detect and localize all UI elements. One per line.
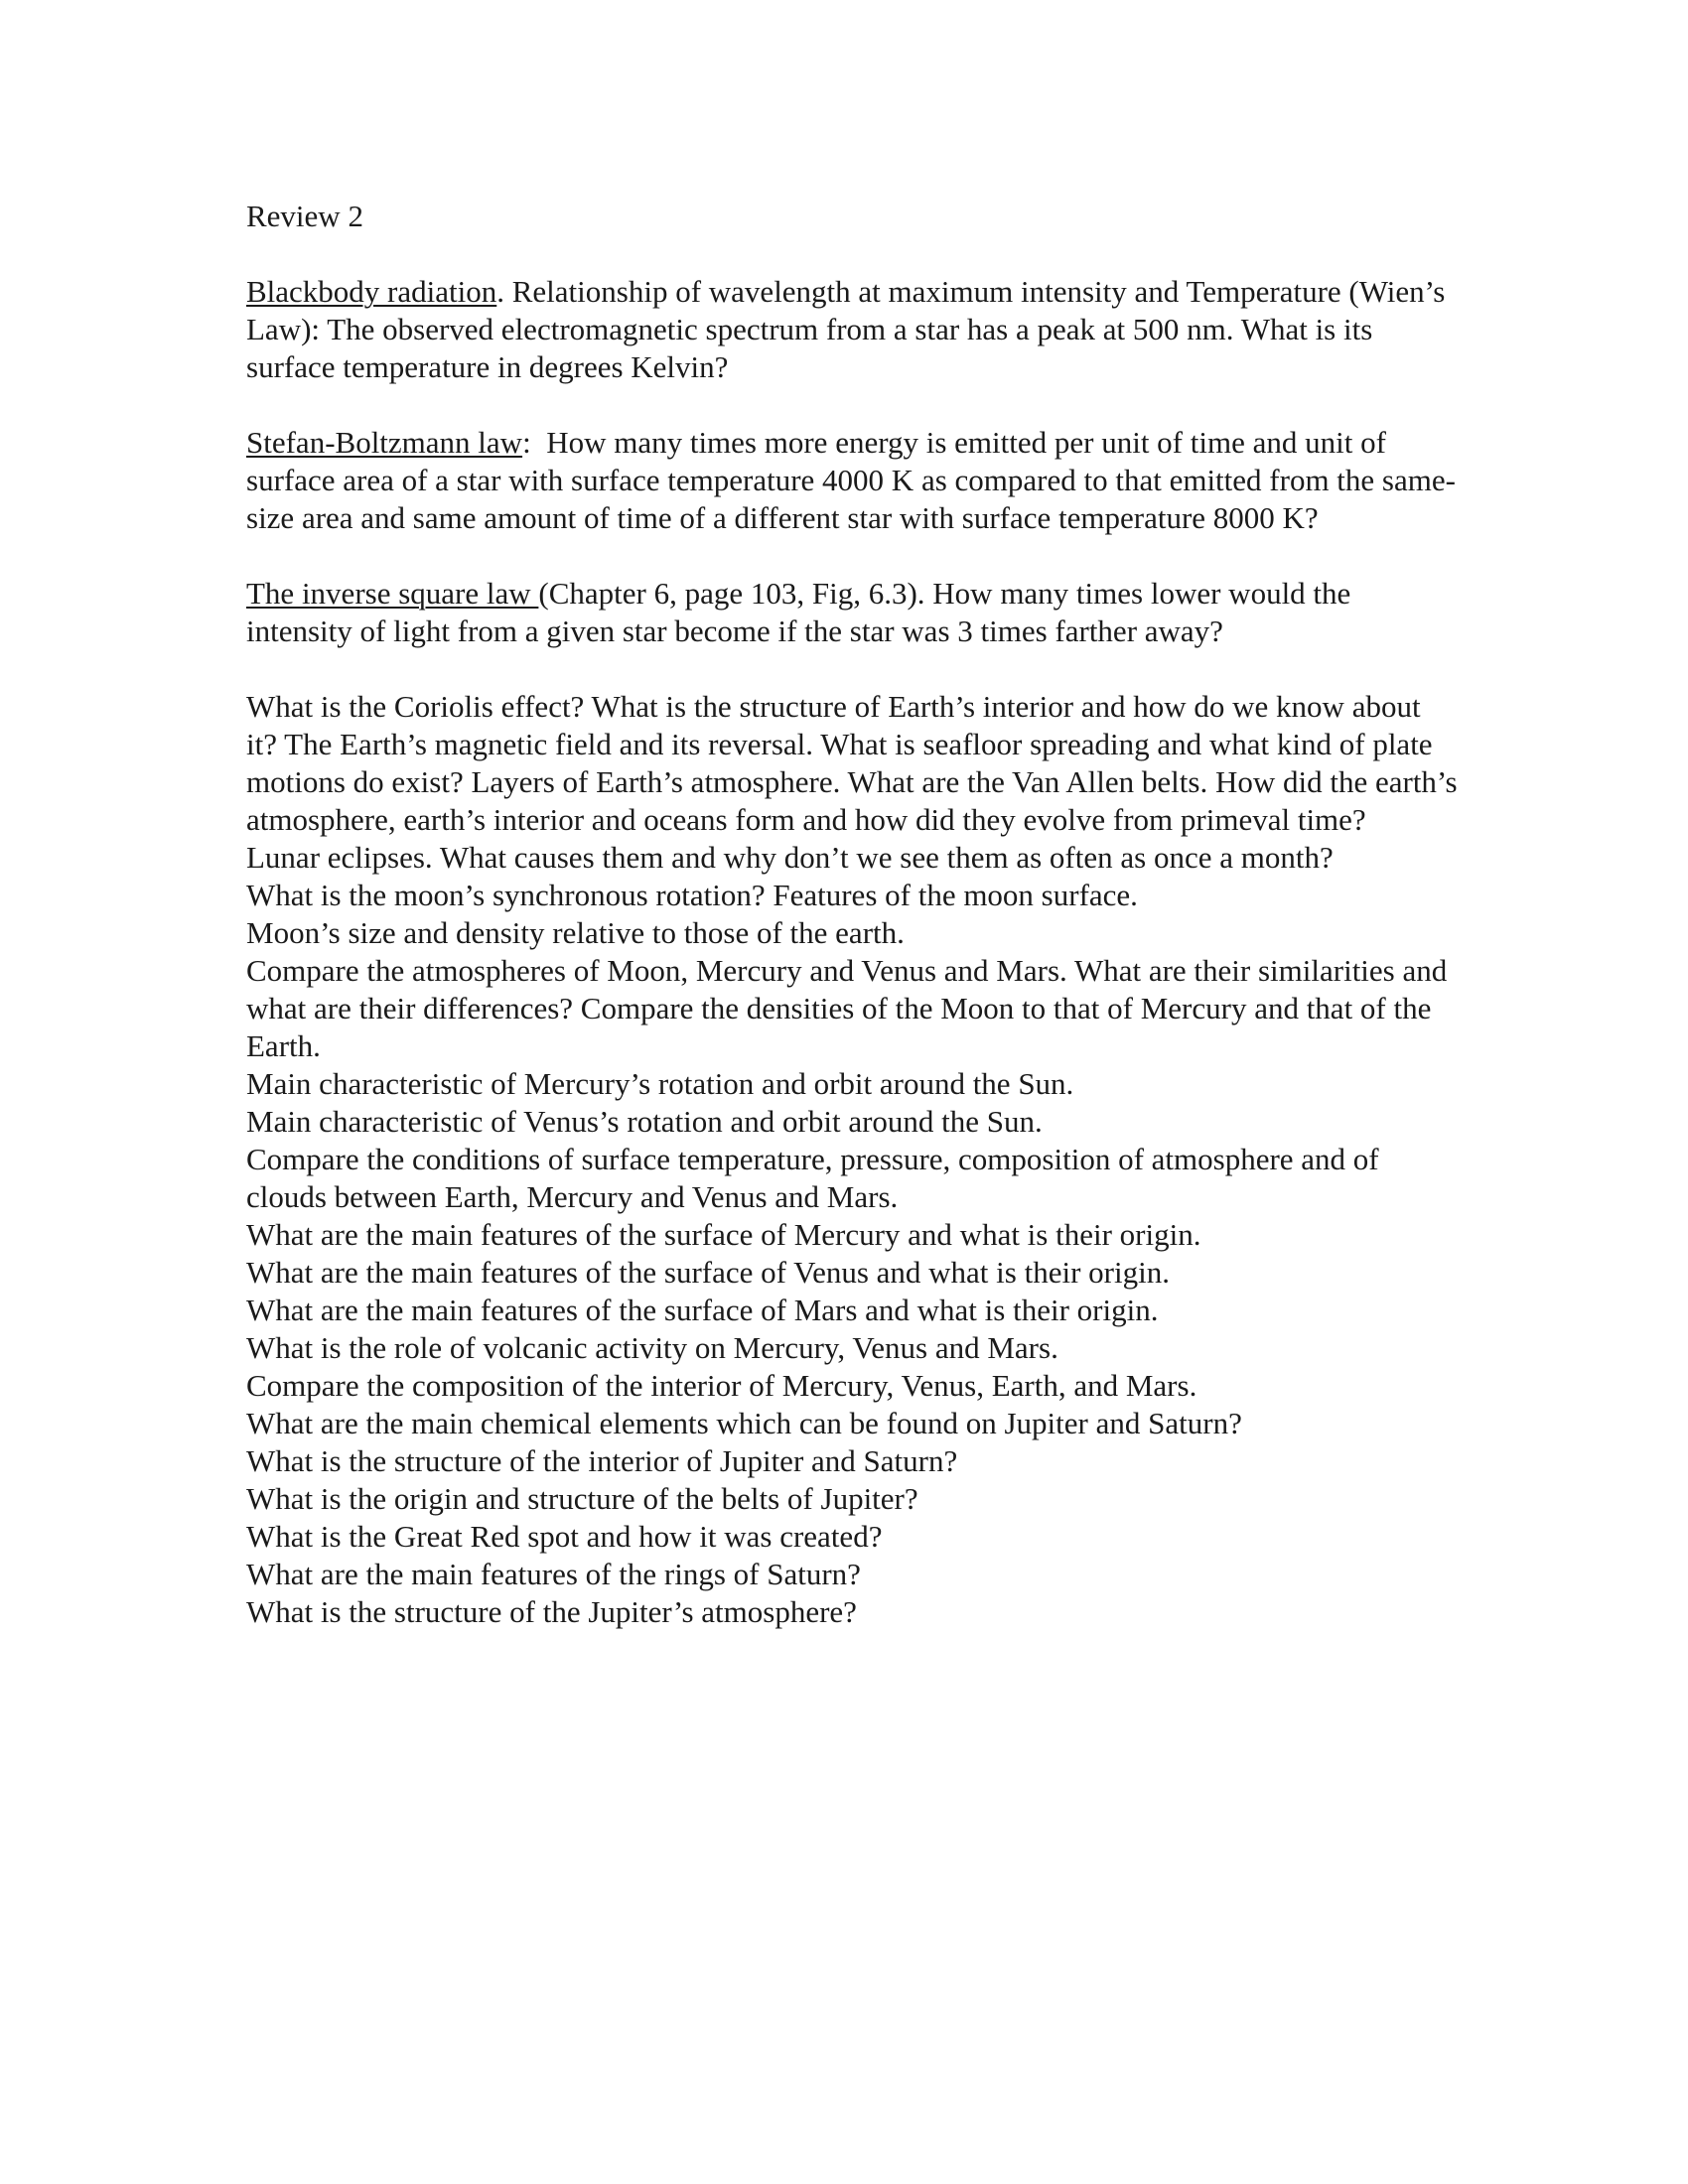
question-item: What are the main features of the surface of Mercury and what is their origin. (246, 1217, 1201, 1252)
question-item: Moon’s size and density relative to those of the earth. (246, 915, 905, 950)
question-item: What is the origin and structure of the belts of Jupiter? (246, 1481, 918, 1516)
section-heading-blackbody: Blackbody radiation (246, 274, 497, 309)
section-heading-stefan-boltzmann: Stefan-Boltzmann law (246, 425, 523, 460)
question-item: Compare the atmospheres of Moon, Mercury and Venus and Mars. What are their similarities and what are their differences? Compare the densities of the Moon to that of Mercury and that of the Earth. (246, 953, 1448, 1063)
question-item: What is the Coriolis effect? What is the structure of Earth’s interior and how do we know about it? The Earth’s magnetic field and its reversal. What is seafloor spreading and what kind of plate motions do exist? Layers of Earth’s atmosphere. What are the Van Allen belts. How did the earth’s atmosphere, earth’s interior and oceans form and how did they evolve from primeval time? (246, 689, 1458, 837)
section-blackbody (246, 273, 1458, 386)
section-stefan-boltzmann (246, 424, 1458, 537)
question-item: What is the role of volcanic activity on Mercury, Venus and Mars. (246, 1330, 1058, 1365)
section-text-stefan-boltzmann: How many times more energy is emitted per unit of time and unit of surface area of a star with surface temperature 4000 K as compared to that emitted from the same-size area and same amount of time of a different star with surface temperature 8000 K? (246, 425, 1456, 535)
question-item: Main characteristic of Venus’s rotation and orbit around the Sun. (246, 1104, 1043, 1139)
section-heading-suffix: : (522, 425, 531, 460)
question-item: What are the main features of the surface of Mars and what is their origin. (246, 1293, 1159, 1327)
page-title: Review 2 (246, 199, 363, 233)
question-item: Lunar eclipses. What causes them and why don’t we see them as often as once a month? (246, 840, 1334, 875)
section-heading-suffix: . (496, 274, 504, 309)
question-list (246, 688, 1458, 1631)
question-item: What are the main features of the surface of Venus and what is their origin. (246, 1255, 1170, 1290)
section-text-inverse-square: (Chapter 6, page 103, Fig, 6.3). How many times lower would the intensity of light from a given star become if the star was 3 times farther away? (246, 576, 1351, 648)
question-item: What is the structure of the Jupiter’s atmosphere? (246, 1594, 857, 1629)
question-item: Compare the conditions of surface temperature, pressure, composition of atmosphere and of clouds between Earth, Mercury and Venus and Mars. (246, 1142, 1379, 1214)
question-item: What is the moon’s synchronous rotation? Features of the moon surface. (246, 878, 1138, 912)
question-item: Compare the composition of the interior of Mercury, Venus, Earth, and Mars. (246, 1368, 1197, 1403)
question-item: Main characteristic of Mercury’s rotation and orbit around the Sun. (246, 1066, 1074, 1101)
question-item: What are the main features of the rings of Saturn? (246, 1557, 861, 1591)
question-item: What is the Great Red spot and how it was created? (246, 1519, 883, 1554)
section-heading-inverse-square: The inverse square law (246, 576, 539, 611)
section-inverse-square (246, 575, 1458, 650)
question-item: What is the structure of the interior of Jupiter and Saturn? (246, 1443, 958, 1478)
document-body (246, 198, 1458, 1631)
question-item: What are the main chemical elements which can be found on Jupiter and Saturn? (246, 1406, 1242, 1440)
section-text-blackbody: Relationship of wavelength at maximum intensity and Temperature (Wien’s Law): The observed electromagnetic spectrum from a star has a peak at 500 nm. What is its surface temperature in degrees Kelvin? (246, 274, 1446, 384)
